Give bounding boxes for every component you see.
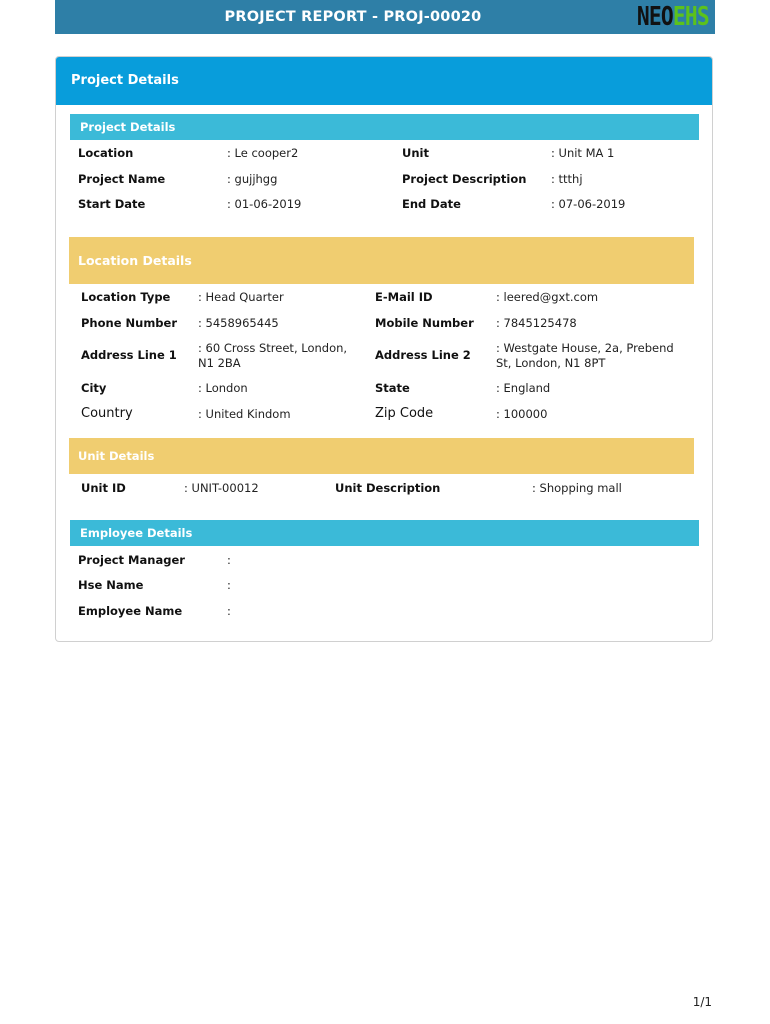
report-header-bar: [55, 0, 715, 34]
project-description-label: Project Description: [402, 172, 527, 186]
unit-section-header: Unit Details: [69, 438, 694, 474]
mobile-number-label: Mobile Number: [375, 316, 474, 330]
project-manager-value: :: [227, 553, 231, 567]
location-section-header: Location Details: [69, 237, 694, 284]
zip-code-label: Zip Code: [375, 406, 434, 421]
unit-id-value: : UNIT-00012: [184, 481, 259, 495]
unit-description-value: : Shopping mall: [532, 481, 622, 495]
employee-name-value: :: [227, 604, 231, 618]
country-label: Country: [81, 406, 133, 421]
email-value: : leered@gxt.com: [496, 290, 599, 304]
zip-code-value: : 100000: [496, 407, 548, 421]
unit-id-label: Unit ID: [81, 481, 126, 495]
address-line-1-value: : 60 Cross Street, London, N1 2BA: [198, 341, 348, 370]
phone-number-label: Phone Number: [81, 316, 178, 330]
logo-ehs-text: EHS: [672, 2, 709, 32]
page-number: 1/1: [692, 995, 712, 1009]
location-value: : Le cooper2: [227, 146, 299, 160]
hse-name-value: :: [227, 578, 231, 592]
location-label: Location: [78, 146, 134, 160]
project-name-label: Project Name: [78, 172, 166, 186]
address-line-2-value: : Westgate House, 2a, Prebend St, London, N1 8PT: [496, 341, 674, 370]
card-header: [56, 57, 712, 105]
email-label: E-Mail ID: [375, 290, 433, 304]
unit-description-label: Unit Description: [335, 481, 441, 495]
start-date-label: Start Date: [78, 197, 146, 211]
employee-name-label: Employee Name: [78, 604, 183, 618]
project-manager-label: Project Manager: [78, 553, 185, 567]
state-value: : England: [496, 381, 551, 395]
project-description-value: : ttthj: [551, 172, 583, 186]
location-type-value: : Head Quarter: [198, 290, 284, 304]
unit-value: : Unit MA 1: [551, 146, 615, 160]
report-title: PROJECT REPORT - PROJ-00020: [224, 9, 482, 25]
phone-number-value: : 5458965445: [198, 316, 279, 330]
city-value: : London: [198, 381, 248, 395]
neoehs-logo: [637, 3, 709, 31]
state-label: State: [375, 381, 410, 395]
end-date-value: : 07-06-2019: [551, 197, 626, 211]
country-value: : United Kindom: [198, 407, 291, 421]
hse-name-label: Hse Name: [78, 578, 144, 592]
logo-neo-text: NEO: [636, 2, 673, 32]
employee-section-header: Employee Details: [70, 520, 699, 546]
unit-label: Unit: [402, 146, 429, 160]
end-date-label: End Date: [402, 197, 461, 211]
project-section-header: Project Details: [70, 114, 699, 140]
start-date-value: : 01-06-2019: [227, 197, 302, 211]
card-title: Project Details: [71, 73, 179, 88]
address-line-1-label: Address Line 1: [81, 348, 177, 362]
mobile-number-value: : 7845125478: [496, 316, 577, 330]
project-name-value: : gujjhgg: [227, 172, 278, 186]
address-line-2-label: Address Line 2: [375, 348, 471, 362]
city-label: City: [81, 381, 107, 395]
location-type-label: Location Type: [81, 290, 171, 304]
